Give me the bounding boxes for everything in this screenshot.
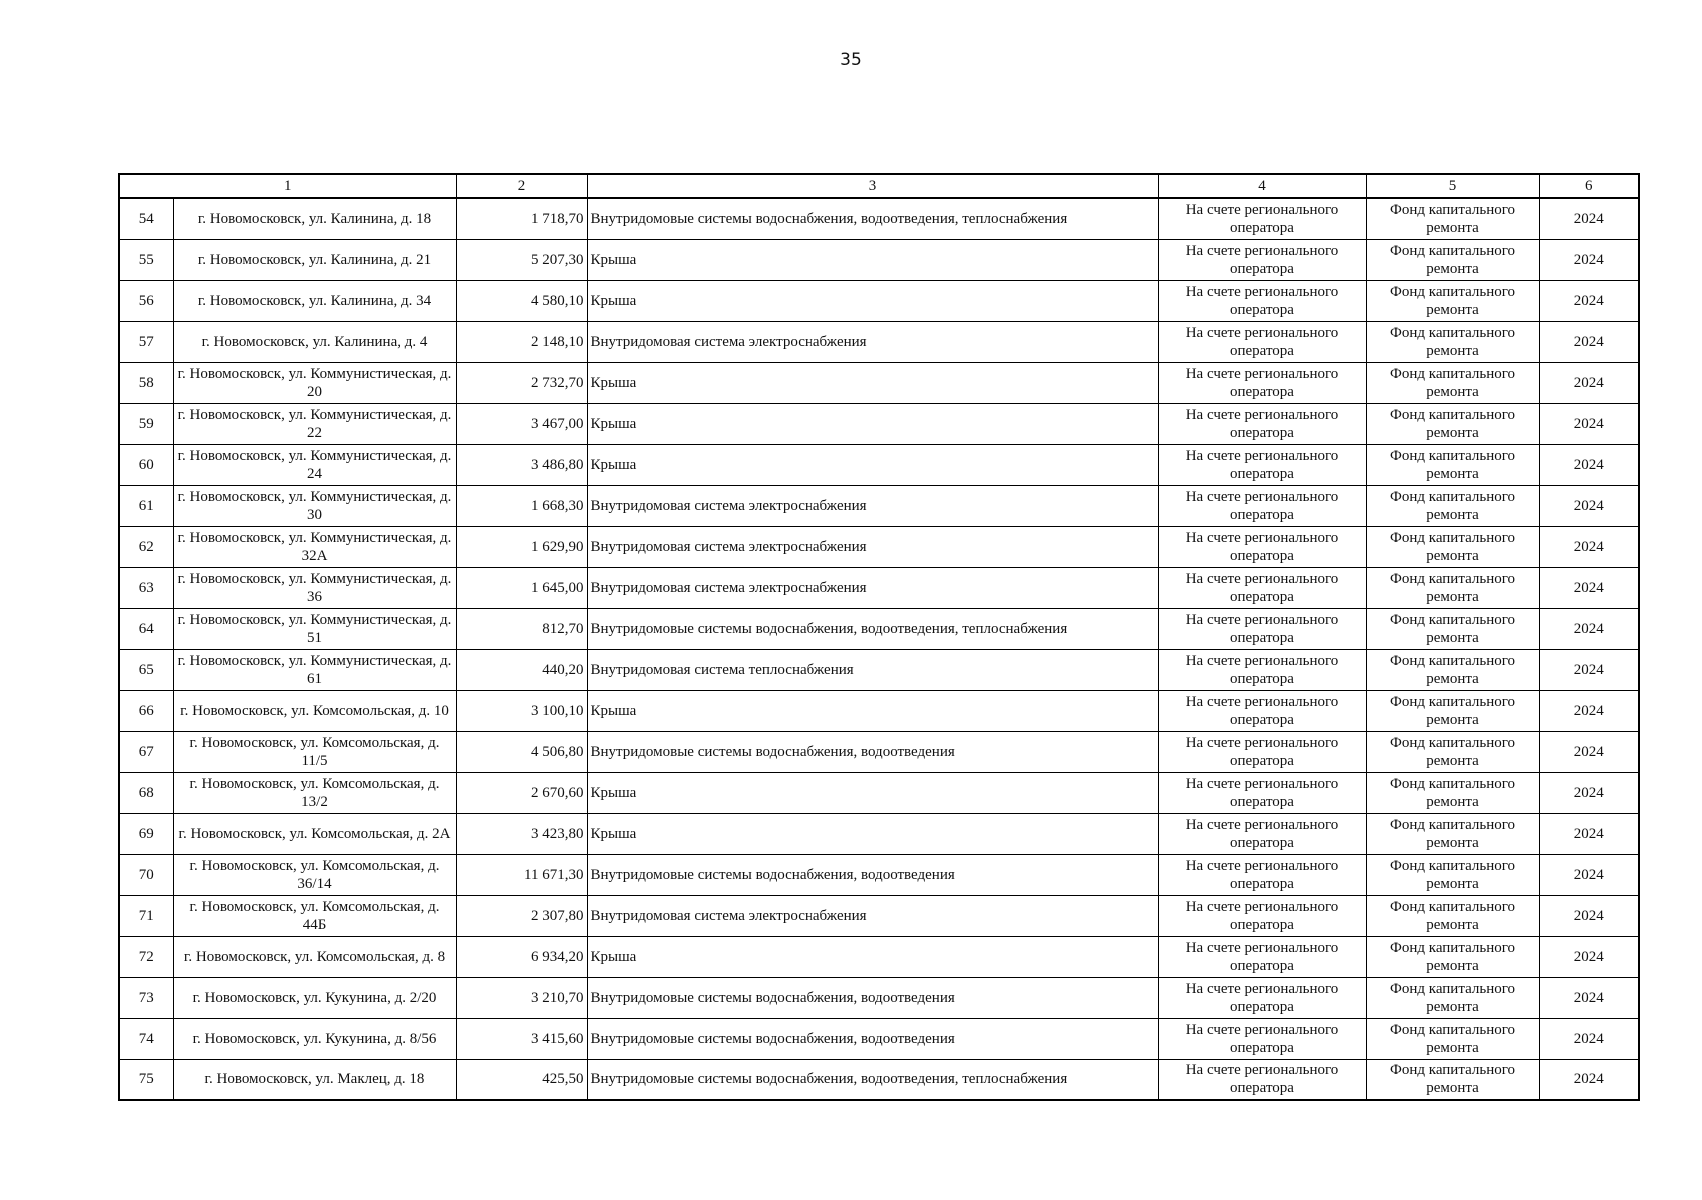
- row-number-cell: 55: [119, 239, 173, 280]
- year-cell: 2024: [1539, 403, 1639, 444]
- column-header-3: 3: [587, 174, 1158, 198]
- row-number-cell: 60: [119, 444, 173, 485]
- table-row: [119, 608, 1639, 649]
- account-cell: На счете регионального оператора: [1158, 485, 1366, 526]
- year-cell: 2024: [1539, 567, 1639, 608]
- funding-source-cell: Фонд капитального ремонта: [1366, 649, 1539, 690]
- row-number-cell: 59: [119, 403, 173, 444]
- account-cell: На счете регионального оператора: [1158, 239, 1366, 280]
- table-row: [119, 567, 1639, 608]
- table-row: [119, 444, 1639, 485]
- year-cell: 2024: [1539, 690, 1639, 731]
- funding-source-cell: Фонд капитального ремонта: [1366, 485, 1539, 526]
- address-cell: г. Новомосковск, ул. Комсомольская, д. 36/14: [173, 854, 456, 895]
- row-number-cell: 71: [119, 895, 173, 936]
- funding-source-cell: Фонд капитального ремонта: [1366, 321, 1539, 362]
- area-cell: 3 467,00: [456, 403, 587, 444]
- funding-source-cell: Фонд капитального ремонта: [1366, 280, 1539, 321]
- funding-source-cell: Фонд капитального ремонта: [1366, 772, 1539, 813]
- address-cell: г. Новомосковск, ул. Комсомольская, д. 11/5: [173, 731, 456, 772]
- work-type-cell: Крыша: [587, 280, 1158, 321]
- table-row: [119, 198, 1639, 239]
- account-cell: На счете регионального оператора: [1158, 403, 1366, 444]
- address-cell: г. Новомосковск, ул. Кукунина, д. 8/56: [173, 1018, 456, 1059]
- funding-source-cell: Фонд капитального ремонта: [1366, 362, 1539, 403]
- work-type-cell: Крыша: [587, 362, 1158, 403]
- row-number-cell: 74: [119, 1018, 173, 1059]
- account-cell: На счете регионального оператора: [1158, 1059, 1366, 1100]
- year-cell: 2024: [1539, 1018, 1639, 1059]
- area-cell: 6 934,20: [456, 936, 587, 977]
- address-cell: г. Новомосковск, ул. Калинина, д. 34: [173, 280, 456, 321]
- work-type-cell: Внутридомовая система электроснабжения: [587, 485, 1158, 526]
- work-type-cell: Крыша: [587, 403, 1158, 444]
- funding-source-cell: Фонд капитального ремонта: [1366, 977, 1539, 1018]
- table-row: [119, 690, 1639, 731]
- area-cell: 11 671,30: [456, 854, 587, 895]
- year-cell: 2024: [1539, 280, 1639, 321]
- work-type-cell: Крыша: [587, 936, 1158, 977]
- funding-source-cell: Фонд капитального ремонта: [1366, 1059, 1539, 1100]
- funding-source-cell: Фонд капитального ремонта: [1366, 813, 1539, 854]
- row-number-cell: 58: [119, 362, 173, 403]
- account-cell: На счете регионального оператора: [1158, 649, 1366, 690]
- row-number-cell: 65: [119, 649, 173, 690]
- area-cell: 2 670,60: [456, 772, 587, 813]
- table-row: [119, 1059, 1639, 1100]
- address-cell: г. Новомосковск, ул. Коммунистическая, д. 22: [173, 403, 456, 444]
- year-cell: 2024: [1539, 608, 1639, 649]
- column-header-6: 6: [1539, 174, 1639, 198]
- row-number-cell: 68: [119, 772, 173, 813]
- row-number-cell: 64: [119, 608, 173, 649]
- account-cell: На счете регионального оператора: [1158, 1018, 1366, 1059]
- work-type-cell: Внутридомовая система теплоснабжения: [587, 649, 1158, 690]
- row-number-cell: 69: [119, 813, 173, 854]
- work-type-cell: Внутридомовые системы водоснабжения, водоотведения: [587, 731, 1158, 772]
- work-type-cell: Внутридомовая система электроснабжения: [587, 321, 1158, 362]
- funding-source-cell: Фонд капитального ремонта: [1366, 198, 1539, 239]
- work-type-cell: Крыша: [587, 813, 1158, 854]
- year-cell: 2024: [1539, 444, 1639, 485]
- table-row: [119, 854, 1639, 895]
- address-cell: г. Новомосковск, ул. Комсомольская, д. 2А: [173, 813, 456, 854]
- page-number: 35: [840, 50, 862, 70]
- row-number-cell: 70: [119, 854, 173, 895]
- row-number-cell: 61: [119, 485, 173, 526]
- area-cell: 812,70: [456, 608, 587, 649]
- address-cell: г. Новомосковск, ул. Маклец, д. 18: [173, 1059, 456, 1100]
- work-type-cell: Внутридомовые системы водоснабжения, водоотведения: [587, 1018, 1158, 1059]
- row-number-cell: 67: [119, 731, 173, 772]
- year-cell: 2024: [1539, 321, 1639, 362]
- table-row: [119, 649, 1639, 690]
- area-cell: 425,50: [456, 1059, 587, 1100]
- account-cell: На счете регионального оператора: [1158, 362, 1366, 403]
- header-row: [119, 174, 1639, 198]
- row-number-cell: 57: [119, 321, 173, 362]
- account-cell: На счете регионального оператора: [1158, 731, 1366, 772]
- table-row: [119, 239, 1639, 280]
- table-row: [119, 485, 1639, 526]
- work-type-cell: Внутридомовые системы водоснабжения, водоотведения, теплоснабжения: [587, 608, 1158, 649]
- account-cell: На счете регионального оператора: [1158, 854, 1366, 895]
- account-cell: На счете регионального оператора: [1158, 567, 1366, 608]
- table-row: [119, 977, 1639, 1018]
- account-cell: На счете регионального оператора: [1158, 772, 1366, 813]
- address-cell: г. Новомосковск, ул. Комсомольская, д. 13/2: [173, 772, 456, 813]
- address-cell: г. Новомосковск, ул. Комсомольская, д. 10: [173, 690, 456, 731]
- table-row: [119, 936, 1639, 977]
- year-cell: 2024: [1539, 198, 1639, 239]
- column-header-2: 2: [456, 174, 587, 198]
- account-cell: На счете регионального оператора: [1158, 813, 1366, 854]
- year-cell: 2024: [1539, 485, 1639, 526]
- address-cell: г. Новомосковск, ул. Кукунина, д. 2/20: [173, 977, 456, 1018]
- account-cell: На счете регионального оператора: [1158, 198, 1366, 239]
- row-number-cell: 75: [119, 1059, 173, 1100]
- area-cell: 4 506,80: [456, 731, 587, 772]
- year-cell: 2024: [1539, 895, 1639, 936]
- table-row: [119, 731, 1639, 772]
- table-row: [119, 895, 1639, 936]
- row-number-cell: 62: [119, 526, 173, 567]
- work-type-cell: Крыша: [587, 444, 1158, 485]
- address-cell: г. Новомосковск, ул. Калинина, д. 4: [173, 321, 456, 362]
- address-cell: г. Новомосковск, ул. Коммунистическая, д. 51: [173, 608, 456, 649]
- year-cell: 2024: [1539, 854, 1639, 895]
- year-cell: 2024: [1539, 649, 1639, 690]
- address-cell: г. Новомосковск, ул. Комсомольская, д. 44Б: [173, 895, 456, 936]
- row-number-cell: 56: [119, 280, 173, 321]
- table-row: [119, 362, 1639, 403]
- work-type-cell: Внутридомовые системы водоснабжения, водоотведения: [587, 977, 1158, 1018]
- work-type-cell: Внутридомовая система электроснабжения: [587, 895, 1158, 936]
- funding-source-cell: Фонд капитального ремонта: [1366, 1018, 1539, 1059]
- column-header-1: 1: [119, 174, 456, 198]
- work-type-cell: Крыша: [587, 690, 1158, 731]
- account-cell: На счете регионального оператора: [1158, 608, 1366, 649]
- area-cell: 2 732,70: [456, 362, 587, 403]
- area-cell: 4 580,10: [456, 280, 587, 321]
- year-cell: 2024: [1539, 239, 1639, 280]
- address-cell: г. Новомосковск, ул. Коммунистическая, д. 30: [173, 485, 456, 526]
- funding-source-cell: Фонд капитального ремонта: [1366, 567, 1539, 608]
- area-cell: 3 486,80: [456, 444, 587, 485]
- year-cell: 2024: [1539, 1059, 1639, 1100]
- table-row: [119, 1018, 1639, 1059]
- area-cell: 1 645,00: [456, 567, 587, 608]
- table-body: [119, 198, 1639, 1100]
- funding-source-cell: Фонд капитального ремонта: [1366, 731, 1539, 772]
- table-row: [119, 321, 1639, 362]
- area-cell: 2 148,10: [456, 321, 587, 362]
- area-cell: 3 415,60: [456, 1018, 587, 1059]
- account-cell: На счете регионального оператора: [1158, 321, 1366, 362]
- work-type-cell: Внутридомовая система электроснабжения: [587, 567, 1158, 608]
- area-cell: 440,20: [456, 649, 587, 690]
- address-cell: г. Новомосковск, ул. Комсомольская, д. 8: [173, 936, 456, 977]
- row-number-cell: 63: [119, 567, 173, 608]
- area-cell: 1 629,90: [456, 526, 587, 567]
- table-row: [119, 403, 1639, 444]
- funding-source-cell: Фонд капитального ремонта: [1366, 444, 1539, 485]
- funding-source-cell: Фонд капитального ремонта: [1366, 403, 1539, 444]
- account-cell: На счете регионального оператора: [1158, 690, 1366, 731]
- work-type-cell: Крыша: [587, 239, 1158, 280]
- area-cell: 2 307,80: [456, 895, 587, 936]
- area-cell: 3 100,10: [456, 690, 587, 731]
- address-cell: г. Новомосковск, ул. Коммунистическая, д. 24: [173, 444, 456, 485]
- funding-source-cell: Фонд капитального ремонта: [1366, 608, 1539, 649]
- work-type-cell: Внутридомовые системы водоснабжения, водоотведения, теплоснабжения: [587, 1059, 1158, 1100]
- row-number-cell: 66: [119, 690, 173, 731]
- table-row: [119, 772, 1639, 813]
- address-cell: г. Новомосковск, ул. Калинина, д. 21: [173, 239, 456, 280]
- row-number-cell: 73: [119, 977, 173, 1018]
- funding-source-cell: Фонд капитального ремонта: [1366, 895, 1539, 936]
- year-cell: 2024: [1539, 936, 1639, 977]
- address-cell: г. Новомосковск, ул. Коммунистическая, д. 61: [173, 649, 456, 690]
- address-cell: г. Новомосковск, ул. Коммунистическая, д. 20: [173, 362, 456, 403]
- table-row: [119, 280, 1639, 321]
- work-type-cell: Внутридомовая система электроснабжения: [587, 526, 1158, 567]
- column-header-5: 5: [1366, 174, 1539, 198]
- year-cell: 2024: [1539, 813, 1639, 854]
- year-cell: 2024: [1539, 526, 1639, 567]
- address-cell: г. Новомосковск, ул. Калинина, д. 18: [173, 198, 456, 239]
- row-number-cell: 54: [119, 198, 173, 239]
- area-cell: 1 718,70: [456, 198, 587, 239]
- work-type-cell: Внутридомовые системы водоснабжения, водоотведения: [587, 854, 1158, 895]
- column-header-4: 4: [1158, 174, 1366, 198]
- year-cell: 2024: [1539, 977, 1639, 1018]
- repair-program-table: [118, 173, 1640, 1101]
- work-type-cell: Внутридомовые системы водоснабжения, водоотведения, теплоснабжения: [587, 198, 1158, 239]
- area-cell: 3 210,70: [456, 977, 587, 1018]
- work-type-cell: Крыша: [587, 772, 1158, 813]
- area-cell: 5 207,30: [456, 239, 587, 280]
- address-cell: г. Новомосковск, ул. Коммунистическая, д. 36: [173, 567, 456, 608]
- row-number-cell: 72: [119, 936, 173, 977]
- funding-source-cell: Фонд капитального ремонта: [1366, 854, 1539, 895]
- account-cell: На счете регионального оператора: [1158, 936, 1366, 977]
- table-row: [119, 813, 1639, 854]
- year-cell: 2024: [1539, 362, 1639, 403]
- area-cell: 1 668,30: [456, 485, 587, 526]
- account-cell: На счете регионального оператора: [1158, 977, 1366, 1018]
- account-cell: На счете регионального оператора: [1158, 444, 1366, 485]
- account-cell: На счете регионального оператора: [1158, 280, 1366, 321]
- address-cell: г. Новомосковск, ул. Коммунистическая, д. 32А: [173, 526, 456, 567]
- funding-source-cell: Фонд капитального ремонта: [1366, 239, 1539, 280]
- year-cell: 2024: [1539, 731, 1639, 772]
- year-cell: 2024: [1539, 772, 1639, 813]
- funding-source-cell: Фонд капитального ремонта: [1366, 526, 1539, 567]
- account-cell: На счете регионального оператора: [1158, 526, 1366, 567]
- table-row: [119, 526, 1639, 567]
- funding-source-cell: Фонд капитального ремонта: [1366, 690, 1539, 731]
- area-cell: 3 423,80: [456, 813, 587, 854]
- funding-source-cell: Фонд капитального ремонта: [1366, 936, 1539, 977]
- account-cell: На счете регионального оператора: [1158, 895, 1366, 936]
